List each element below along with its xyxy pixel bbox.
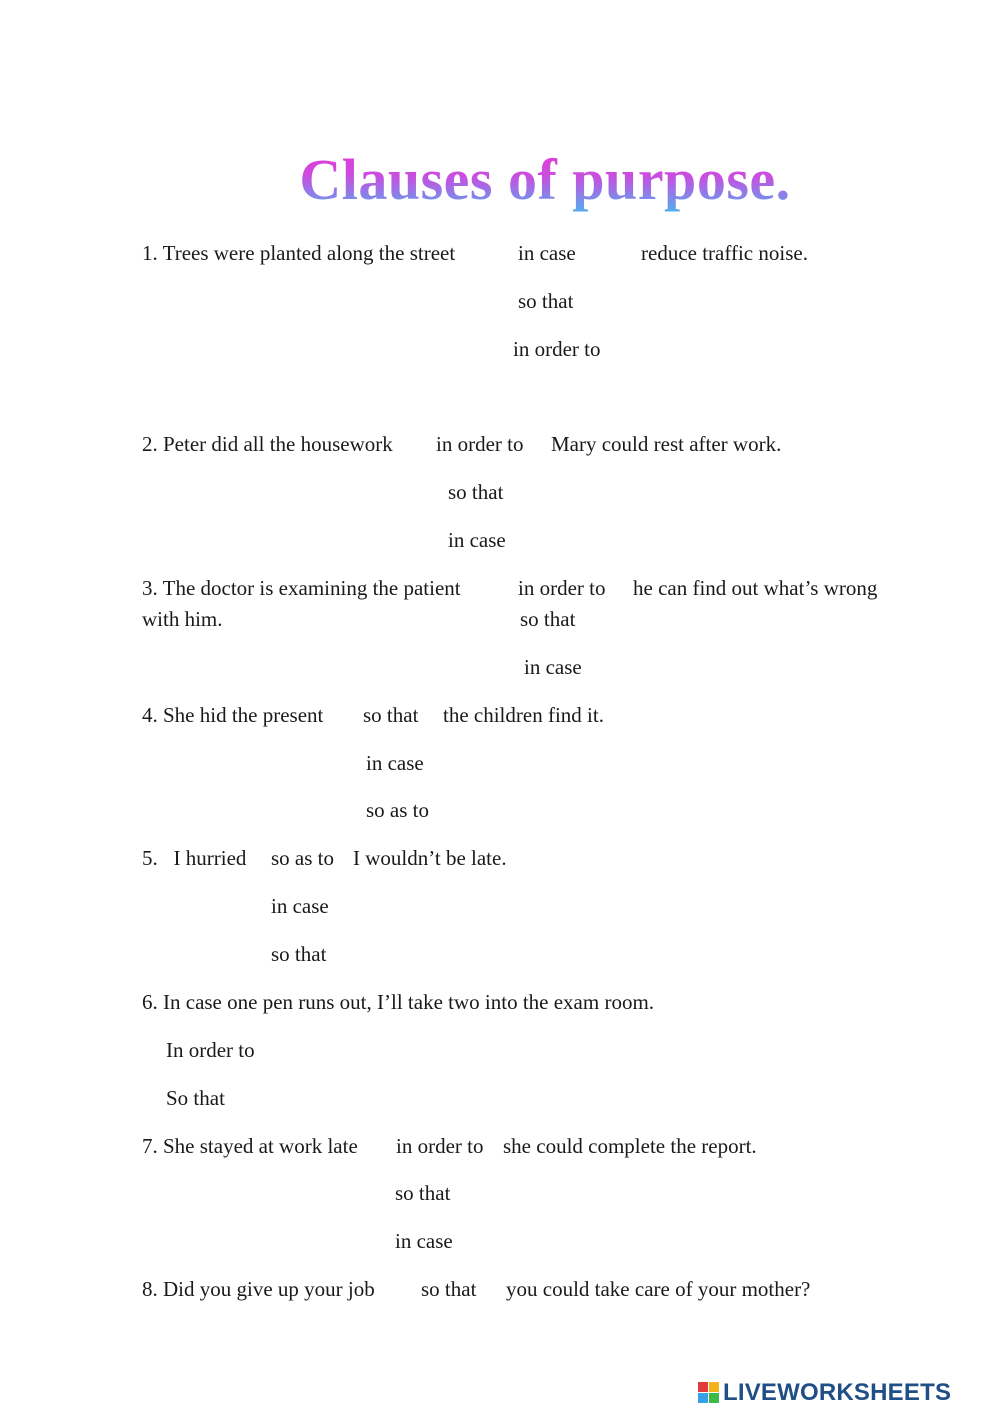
question-7-rest: she could complete the report. (503, 1134, 757, 1158)
question-6-option-3[interactable]: So that (166, 1086, 225, 1110)
question-1-option-2[interactable]: so that (518, 289, 574, 313)
question-1-rest: reduce traffic noise. (641, 241, 808, 265)
question-5-option-3[interactable]: so that (271, 942, 327, 966)
liveworksheets-brand: LIVEWORKSHEETS (723, 1379, 952, 1406)
question-3-rest: he can find out what’s wrong (633, 576, 878, 600)
question-8-rest: you could take care of your mother? (506, 1277, 811, 1301)
question-2-option-2[interactable]: so that (448, 480, 504, 504)
question-2-rest: Mary could rest after work. (551, 432, 782, 456)
question-4-option-2[interactable]: in case (366, 751, 424, 775)
question-4-option-3[interactable]: so as to (366, 798, 429, 822)
question-5-option-selected[interactable]: so as to (271, 846, 334, 870)
page-title: Clauses of purpose. (0, 140, 1000, 220)
liveworksheets-logo-icon (698, 1382, 720, 1404)
question-3-text: 3. The doctor is examining the patient (142, 576, 461, 600)
question-4-rest: the children find it. (443, 703, 604, 727)
question-6-text: 6. In case one pen runs out, I’ll take two into the exam room. (142, 990, 655, 1014)
question-4-option-selected[interactable]: so that (363, 703, 419, 727)
question-2-option-selected[interactable]: in order to (436, 432, 524, 456)
question-7-text: 7. She stayed at work late (142, 1134, 358, 1158)
question-8-text: 8. Did you give up your job (142, 1277, 375, 1301)
question-1-option-3[interactable]: in order to (513, 337, 601, 361)
question-3-text-continued: with him. (142, 607, 223, 631)
question-7-option-2[interactable]: so that (395, 1181, 451, 1205)
question-3-option-selected[interactable]: in order to (518, 576, 606, 600)
question-3-option-2[interactable]: so that (520, 607, 576, 631)
question-5-option-2[interactable]: in case (271, 894, 329, 918)
question-7-option-selected[interactable]: in order to (396, 1134, 484, 1158)
question-5-text: 5. I hurried (142, 846, 247, 870)
question-7-option-3[interactable]: in case (395, 1229, 453, 1253)
question-1 (142, 240, 455, 266)
question-2-option-3[interactable]: in case (448, 528, 506, 552)
question-2-text: 2. Peter did all the housework (142, 432, 393, 456)
liveworksheets-logo (698, 1378, 951, 1408)
question-4-text: 4. She hid the present (142, 703, 324, 727)
question-6-option-2[interactable]: In order to (166, 1038, 255, 1062)
question-1-option-selected[interactable]: in case (518, 241, 576, 265)
question-3-option-3[interactable]: in case (524, 655, 582, 679)
question-8-option-selected[interactable]: so that (421, 1277, 477, 1301)
question-1-text: 1. Trees were planted along the street (142, 241, 456, 265)
question-5-rest: I wouldn’t be late. (353, 846, 507, 870)
